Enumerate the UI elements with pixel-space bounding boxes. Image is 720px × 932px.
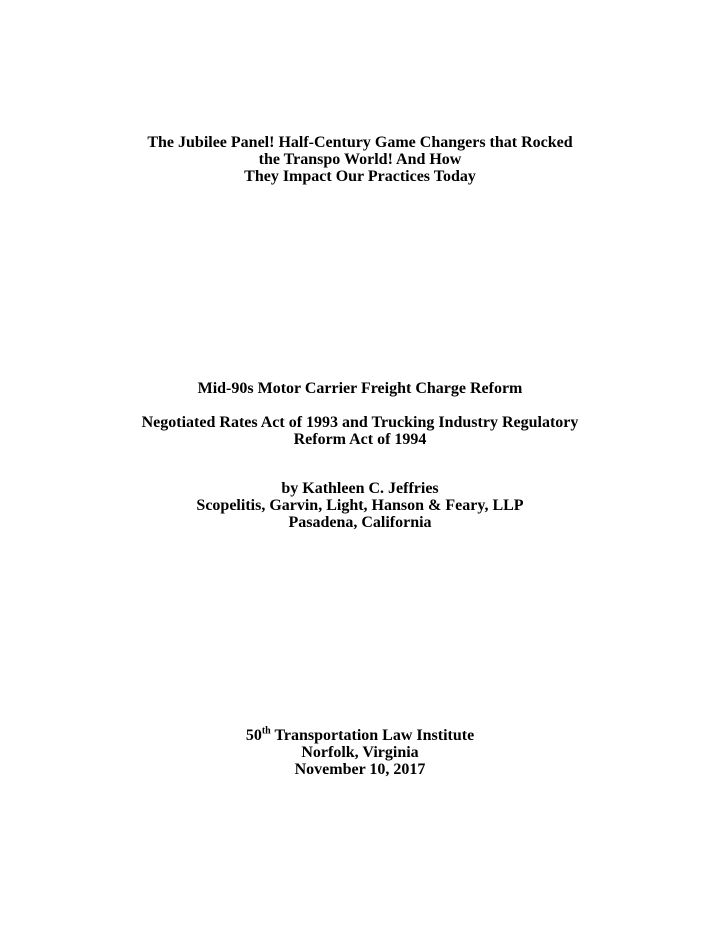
acts-line-2: Reform Act of 1994 [293, 431, 427, 448]
event-name-text: Transportation Law Institute [270, 727, 475, 744]
author-location: Pasadena, California [288, 514, 432, 531]
author-byline: by Kathleen C. Jeffries [281, 480, 439, 497]
title-line-3: They Impact Our Practices Today [244, 168, 476, 185]
event-ordinal-suffix: th [261, 725, 271, 737]
event-ordinal-number: 50 [245, 727, 262, 744]
event-name [0, 727, 720, 744]
author-firm: Scopelitis, Garvin, Light, Hanson & Feary, LLP [196, 497, 524, 514]
acts-heading [0, 414, 720, 448]
subtitle-text: Mid-90s Motor Carrier Freight Charge Reform [197, 380, 523, 397]
event-info [0, 727, 720, 778]
acts-line-1: Negotiated Rates Act of 1993 and Trucking Industry Regulatory [141, 414, 579, 431]
event-location: Norfolk, Virginia [301, 744, 419, 761]
title-line-1: The Jubilee Panel! Half-Century Game Changers that Rocked [147, 134, 573, 151]
document-title [0, 134, 720, 185]
document-subtitle [0, 380, 720, 397]
title-line-2: the Transpo World! And How [258, 151, 462, 168]
author-info [0, 480, 720, 531]
event-date: November 10, 2017 [294, 761, 426, 778]
